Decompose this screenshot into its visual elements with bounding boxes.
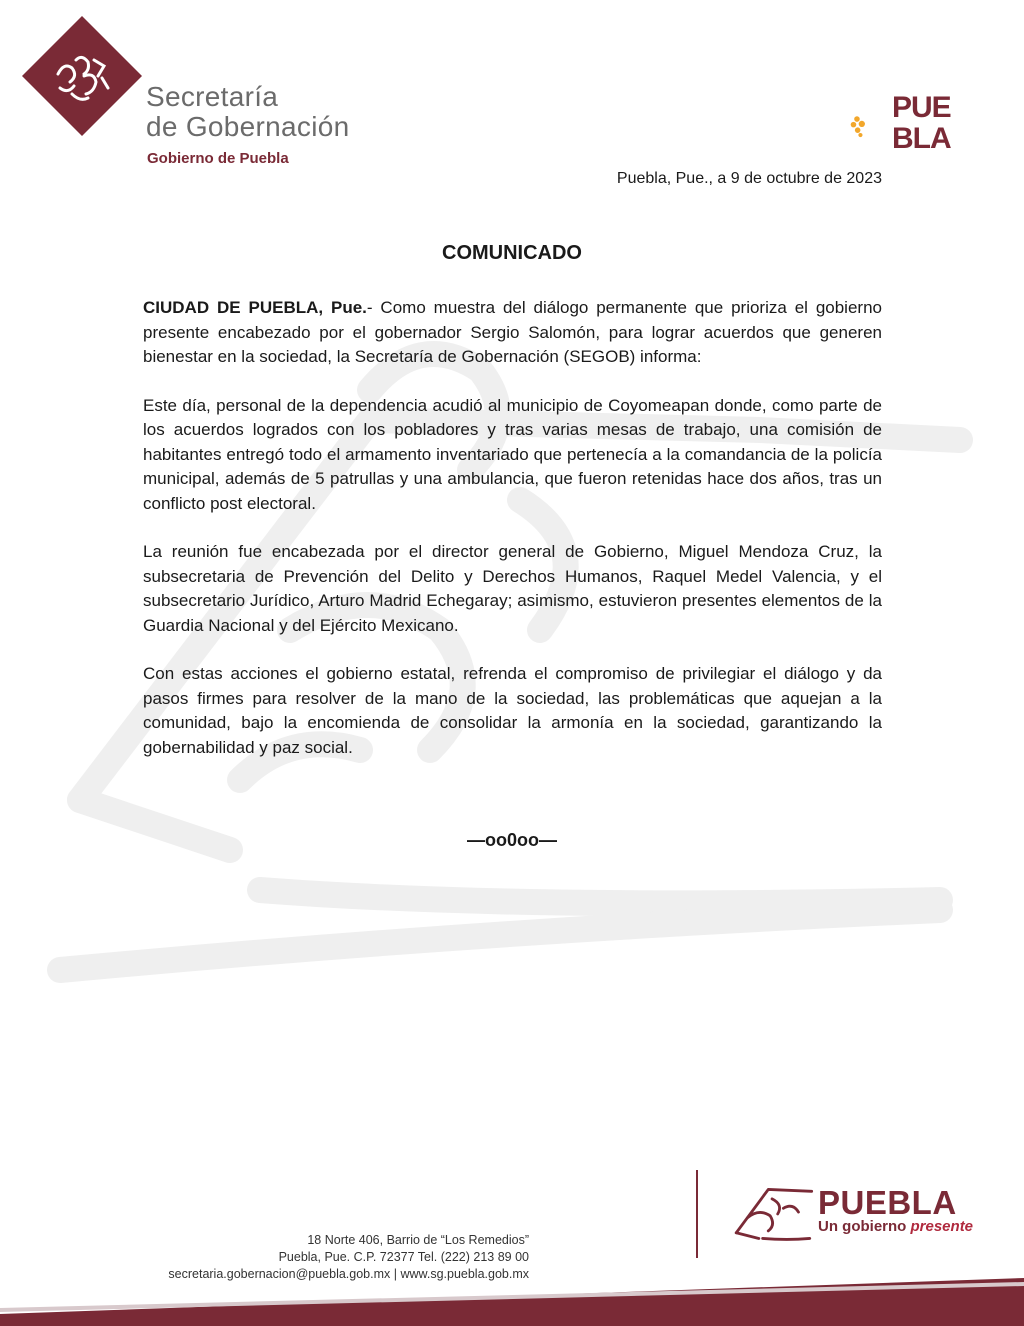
bottom-brand-band <box>0 1278 1024 1326</box>
paragraph-2: Este día, personal de la dependencia acudió al municipio de Coyomeapan donde, como parte de los acuerdos logrados con los pobladores y tras varias mesas de trabajo, una comisión de habitantes entregó todo el armamento inventariado que pertenecía a la comandancia de la policía municipal, además de 5 patrullas y una ambulancia, que fueron retenidas hace dos años, tras un conflicto post electoral. <box>143 395 882 513</box>
org-name <box>146 82 349 142</box>
footer-contact-line: secretaria.gobernacion@puebla.gob.mx | www.sg.puebla.gob.mx <box>168 1267 529 1281</box>
paragraph-3: La reunión fue encabezada por el director general de Gobierno, Miguel Mendoza Cruz, la subsecretaria de Prevención del Delito y Derechos Humanos, Raquel Medel Valencia, y el subsecretario Jurídico, Arturo Madrid Echegaray; asimismo, estuvieron presentes elementos de la Guardia Nacional y del Ejército Mexicano. <box>143 542 882 635</box>
puebla-logo-line2: BLA <box>892 122 951 155</box>
puebla-logo-text <box>892 92 951 154</box>
footer-slogan-emph: presente <box>910 1218 974 1235</box>
document-date: Puebla, Pue., a 9 de octubre de 2023 <box>616 170 882 187</box>
closing-mark: —oo0oo— <box>467 830 557 850</box>
paragraph-1-lead: CIUDAD DE PUEBLA, Pue. <box>143 298 367 317</box>
puebla-flower-logo-icon <box>850 92 890 160</box>
puebla-logo-line1: PUE <box>892 91 951 124</box>
puebla-emblem-icon <box>728 1180 818 1246</box>
secretaria-logo-icon <box>22 16 142 136</box>
org-name-line2: de Gobernación <box>146 111 350 142</box>
footer-address-line2: Puebla, Pue. C.P. 72377 Tel. (222) 213 89 00 <box>278 1250 529 1264</box>
document-body <box>143 296 882 784</box>
footer-slogan <box>818 1218 973 1235</box>
footer-contact-block <box>168 1232 529 1283</box>
footer-slogan-start: Un gobierno <box>818 1218 911 1235</box>
footer-divider <box>696 1170 698 1258</box>
document-title: COMUNICADO <box>442 242 582 264</box>
org-subtitle: Gobierno de Puebla <box>147 150 289 167</box>
org-name-line1: Secretaría <box>146 81 279 112</box>
footer-logo-text: PUEBLA <box>818 1184 957 1221</box>
paragraph-4: Con estas acciones el gobierno estatal, refrenda el compromiso de privilegiar el diálogo y da pasos firmes para resolver de la mano de la sociedad, las problemáticas que aquejan a la comunidad, bajo la encomienda de consolidar la armonía en la sociedad, garantizando la gobernabilidad y paz social. <box>143 664 882 757</box>
paragraph-1 <box>143 296 882 370</box>
paragraph-1-text: - Como muestra del diálogo permanente que prioriza el gobierno presente encabezado por el gobernador Sergio Salomón, para lograr acuerdos que generen bienestar en la sociedad, la Secretaría de Gobernación (SEGOB) informa: <box>143 298 882 366</box>
footer-address-line1: 18 Norte 406, Barrio de “Los Remedios” <box>307 1233 529 1247</box>
